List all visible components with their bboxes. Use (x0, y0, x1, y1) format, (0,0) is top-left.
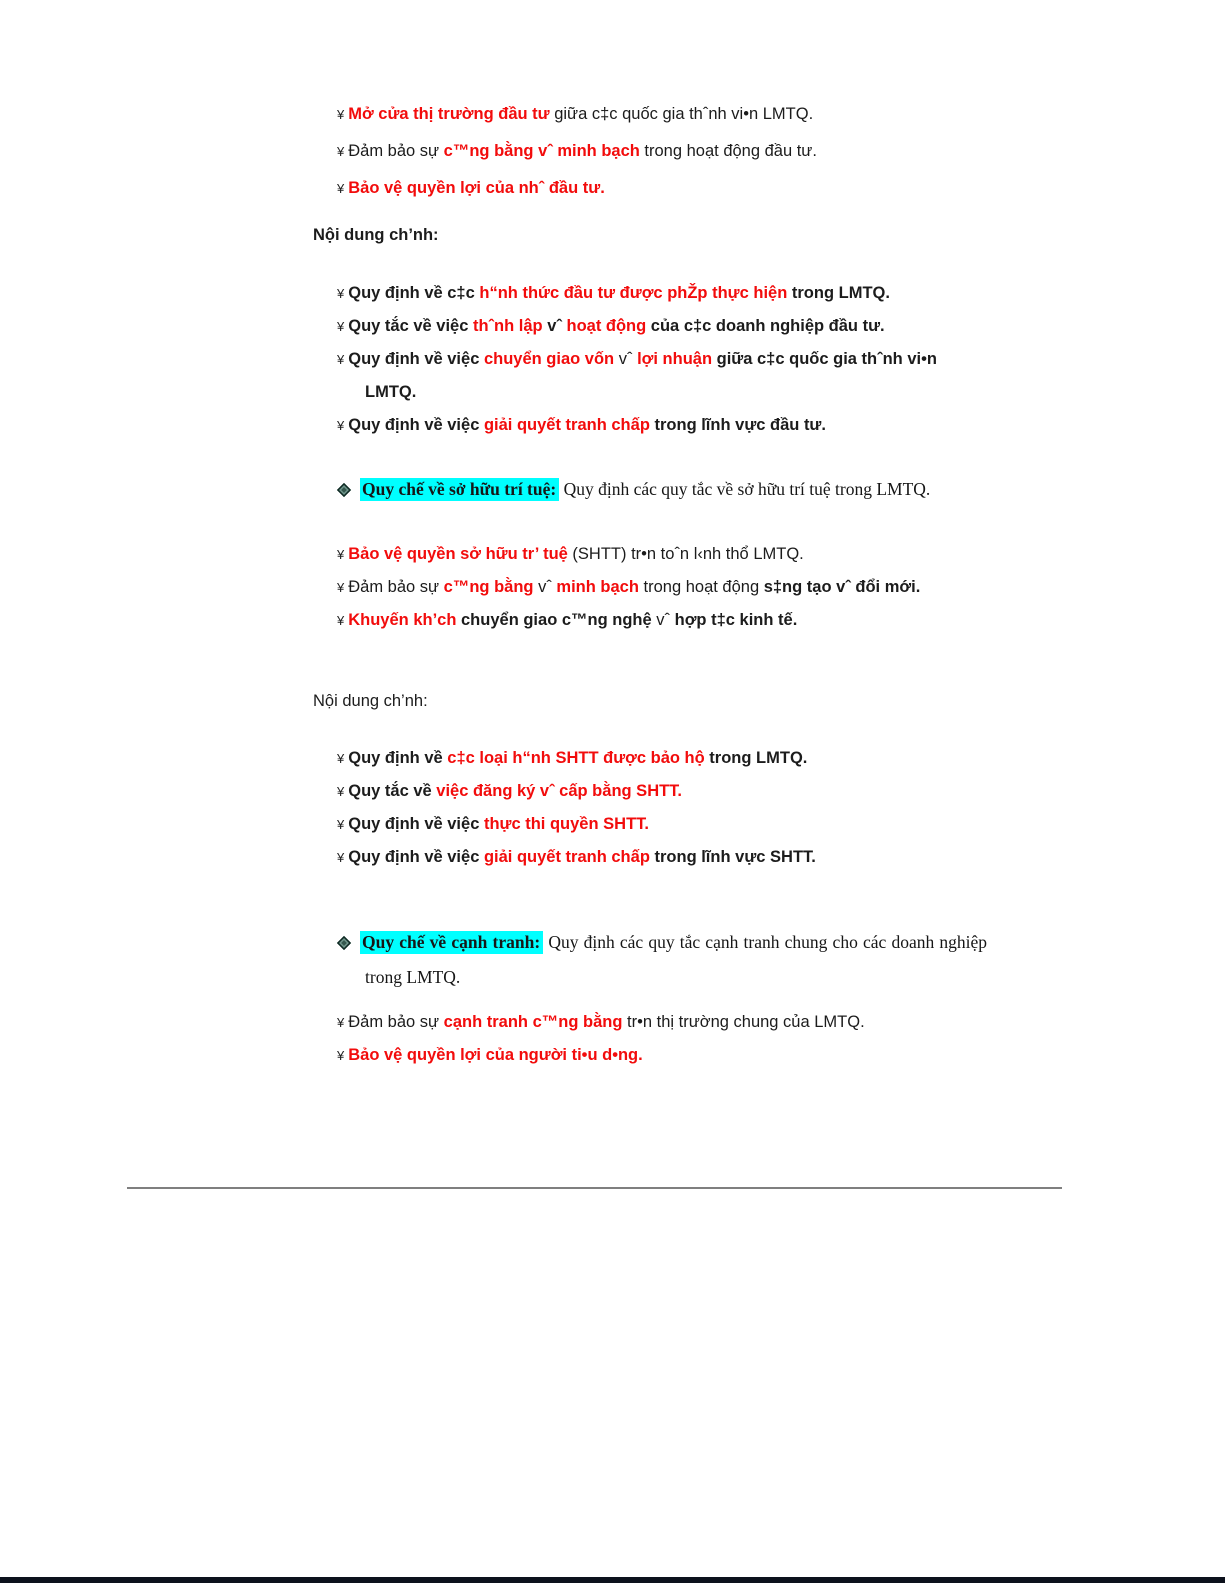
text-segment: trong lĩnh vực đầu tư. (649, 416, 826, 434)
bullet-item (337, 808, 962, 841)
text-segment: minh bạch (556, 578, 639, 596)
bullet-item (337, 343, 962, 409)
bullet-marker: ¥ (337, 613, 345, 628)
bullet-marker: ¥ (337, 1048, 345, 1063)
text-segment: tr•n thị trường chung của LMTQ. (622, 1013, 865, 1031)
bullet-item (337, 310, 962, 343)
text-segment: chuyển giao c™ng nghệ (456, 611, 652, 629)
text-segment: Bảo vệ quyền lợi của người ti•u d•ng. (348, 1046, 643, 1064)
text-segment: hợp t‡c kinh tế. (674, 611, 798, 629)
bullet-item (337, 1039, 962, 1072)
text-segment: trong LMTQ. (704, 749, 808, 767)
bullet-item (337, 96, 962, 133)
text-segment: Quy tắc về (348, 782, 437, 800)
bullet-item (337, 571, 962, 604)
horizontal-rule (127, 1187, 1062, 1189)
bullet-marker: ¥ (337, 286, 345, 301)
bullet-marker: ¥ (337, 107, 345, 122)
bullet-marker: ¥ (337, 1015, 345, 1030)
canh-tranh-bullets (337, 1006, 962, 1072)
text-segment: Bảo vệ quyền lợi của nhˆ đầu tư. (348, 179, 605, 197)
text-segment: Quy định về c‡c (348, 284, 480, 302)
text-segment: Quy định về việc (348, 815, 484, 833)
bullet-marker: ¥ (337, 784, 345, 799)
text-segment: thực thi quyền SHTT. (483, 815, 649, 833)
text-segment: h“nh thức đầu tư được phŽp thực hiện (479, 284, 788, 302)
bullet-marker: ¥ (337, 817, 345, 832)
text-segment: trong hoạt động (638, 578, 764, 596)
text-segment: Quy định về việc (348, 416, 484, 434)
text-segment: Khuyến kh’ch (348, 611, 457, 629)
text-segment: giải quyết tranh chấp (483, 848, 650, 866)
heading-shtt (337, 479, 930, 500)
text-segment: vˆ (542, 317, 567, 335)
text-segment: Đảm bảo sự (348, 1013, 444, 1031)
heading-description: Quy định các quy tắc cạnh tranh chung cho các doanh nghiệp trong LMTQ. (365, 932, 987, 987)
text-segment: c‡c loại h“nh SHTT được bảo hộ (447, 749, 705, 767)
bullet-item (337, 170, 962, 207)
text-segment: trong LMTQ. (787, 284, 890, 302)
bullet-item (337, 841, 962, 874)
text-segment: lợi nhuận (637, 350, 713, 368)
text-segment: Quy tắc về việc (348, 317, 473, 335)
text-segment: trong hoạt động đầu tư. (639, 142, 817, 160)
highlighted-heading-text: Quy chế về cạnh tranh: (360, 931, 543, 954)
bullet-item (337, 409, 962, 442)
heading-canh-tranh (337, 925, 987, 995)
text-segment: giữa c‡c quốc gia thˆnh vi•n LMTQ. (365, 350, 937, 401)
text-segment: chuyển giao vốn (483, 350, 615, 368)
bullet-item (337, 604, 962, 637)
bullet-marker: ¥ (337, 580, 345, 595)
diamond-bullet-icon (337, 483, 351, 497)
bullet-marker: ¥ (337, 319, 345, 334)
text-segment: Đảm bảo sự (348, 578, 444, 596)
bullet-marker: ¥ (337, 352, 345, 367)
heading-description: Quy định các quy tắc về sở hữu trí tuệ trong LMTQ. (563, 479, 931, 499)
bullet-marker: ¥ (337, 850, 345, 865)
text-segment: thˆnh lập (472, 317, 543, 335)
text-segment: vˆ (651, 611, 675, 629)
noi-dung-2: Nội dung ch’nh: (313, 692, 428, 710)
bullet-item (337, 775, 962, 808)
text-segment: việc đăng ký vˆ cấp bằng SHTT. (436, 782, 683, 800)
content-bullets-1 (337, 277, 962, 442)
text-segment: Quy định về việc (348, 350, 484, 368)
bullet-item (337, 742, 962, 775)
bullet-marker: ¥ (337, 181, 345, 196)
content-bullets-2 (337, 742, 962, 874)
diamond-bullet-icon (337, 936, 351, 950)
bottom-bar (0, 1577, 1225, 1583)
bullet-marker: ¥ (337, 144, 345, 159)
text-segment: giải quyết tranh chấp (483, 416, 650, 434)
bullet-item (337, 1006, 962, 1039)
text-segment: hoạt động (566, 317, 647, 335)
text-segment: trong lĩnh vực SHTT. (649, 848, 816, 866)
text-segment: (SHTT) tr•n toˆn l‹nh thổ LMTQ. (567, 545, 804, 563)
intro-bullets (337, 96, 962, 207)
text-segment: của c‡c doanh nghiệp đầu tư. (646, 317, 885, 335)
bullet-marker: ¥ (337, 418, 345, 433)
text-segment: Đảm bảo sự (348, 142, 444, 160)
text-segment: vˆ (533, 578, 557, 596)
bullet-marker: ¥ (337, 547, 345, 562)
noi-dung-1: Nội dung ch’nh: (313, 226, 439, 244)
text-segment: Quy định về (348, 749, 448, 767)
text-segment: c™ng bằng (443, 578, 534, 596)
text-segment: Bảo vệ quyền sở hữu tr’ tuệ (348, 545, 568, 563)
bullet-item (337, 277, 962, 310)
bullet-marker: ¥ (337, 751, 345, 766)
shtt-bullets (337, 538, 962, 637)
highlighted-heading-text: Quy chế về sở hữu trí tuệ: (360, 478, 559, 501)
text-segment: Quy định về việc (348, 848, 484, 866)
text-segment: cạnh tranh c™ng bằng (443, 1013, 623, 1031)
text-segment: Mở cửa thị trường đầu tư (348, 105, 550, 123)
text-segment: vˆ (614, 350, 638, 368)
text-segment: giữa c‡c quốc gia thˆnh vi•n LMTQ. (549, 105, 814, 123)
bullet-item (337, 133, 962, 170)
bullet-item (337, 538, 962, 571)
text-segment: c™ng bằng vˆ minh bạch (443, 142, 640, 160)
text-segment: s‡ng tạo vˆ đổi mới. (763, 578, 921, 596)
